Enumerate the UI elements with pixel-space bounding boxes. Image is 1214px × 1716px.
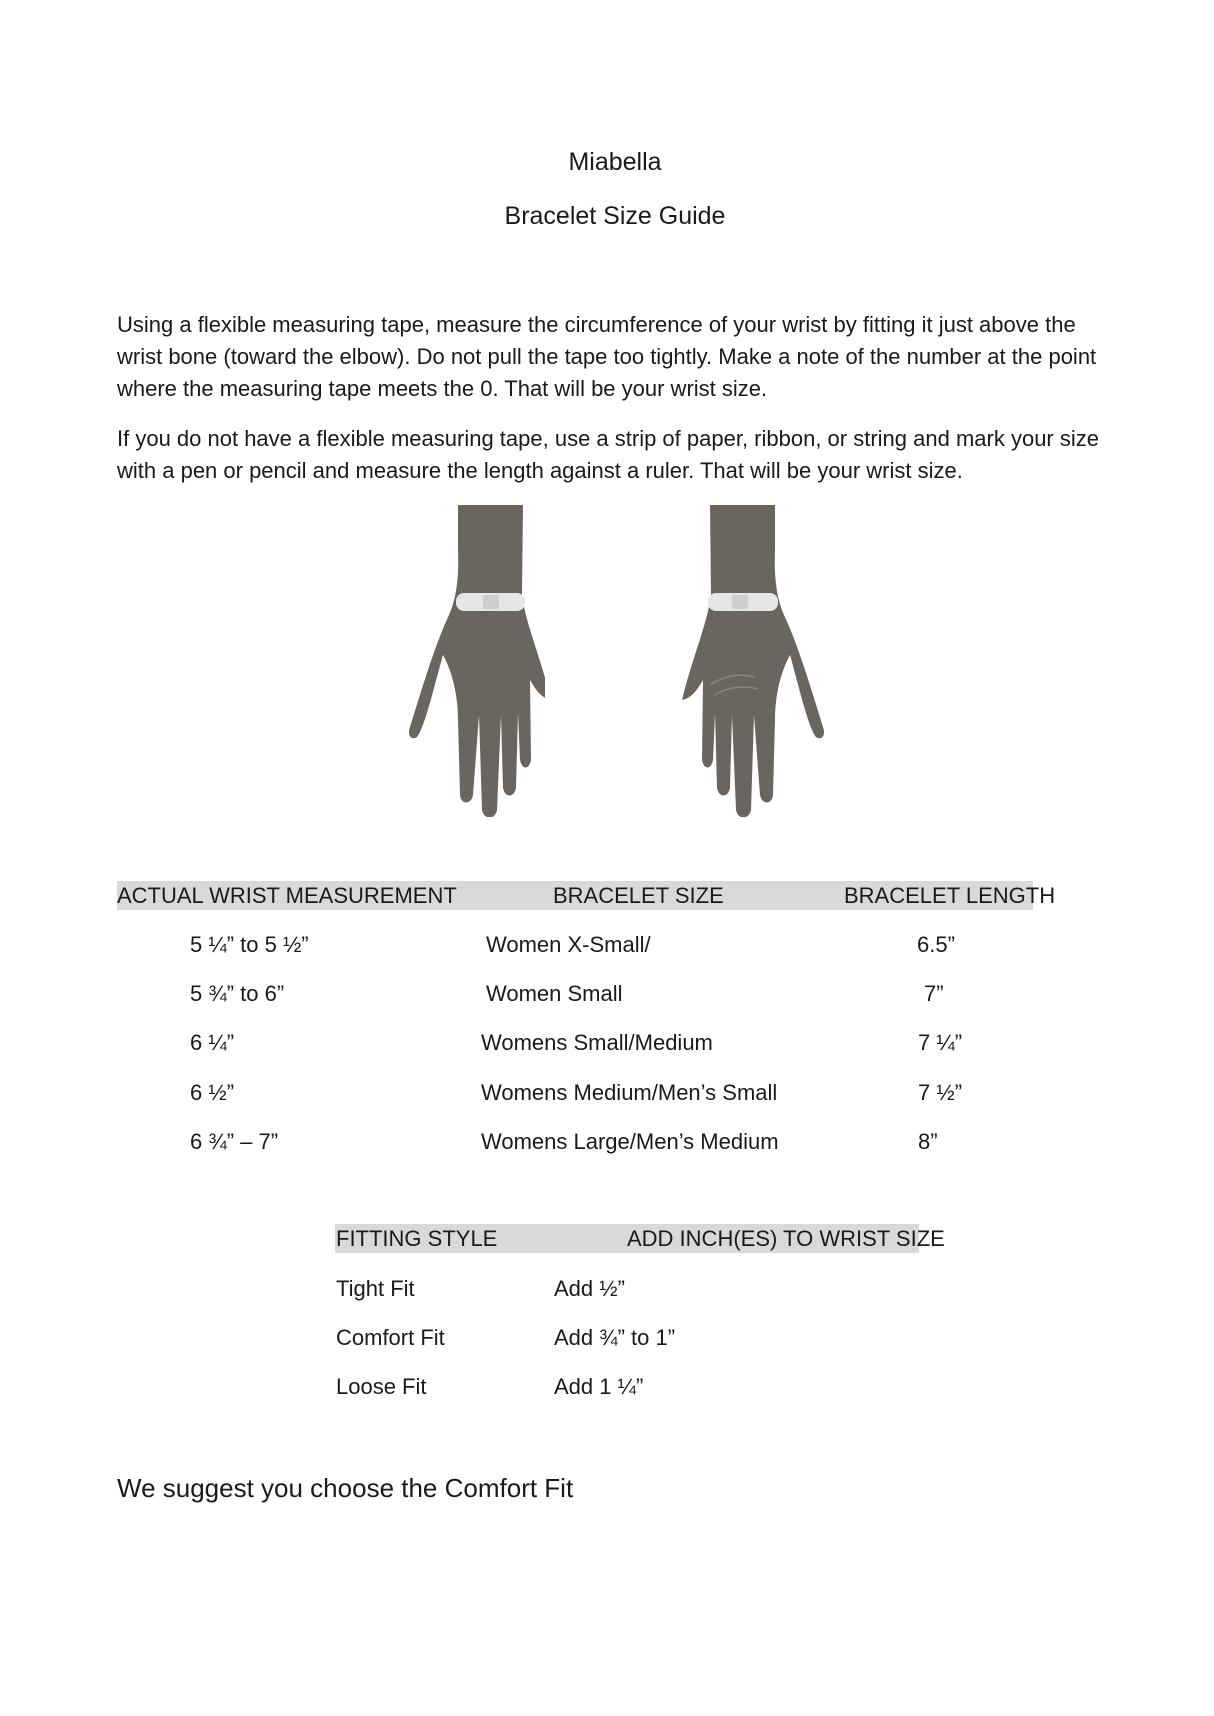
size-row-4-wrist: 6 ½”	[190, 1080, 235, 1105]
size-row-1-size: Women X-Small/	[486, 932, 651, 957]
size-row-3-wrist: 6 ¼”	[190, 1030, 235, 1055]
size-table-header-wrist: ACTUAL WRIST MEASUREMENT	[117, 883, 457, 908]
fit-row-2-add: Add ¾” to 1”	[554, 1325, 676, 1350]
size-row-4-size: Womens Medium/Men’s Small	[481, 1080, 778, 1105]
instruction-paragraph-1: Using a flexible measuring tape, measure the circumference of your wrist by fitting it just above the wrist bone (toward the elbow). Do not pull the tape too tightly. Make a note of the number at the point where the measuring tape meets the 0. That will be your wrist size.	[117, 312, 1097, 401]
size-row-5-length: 8”	[918, 1129, 938, 1154]
fit-row-3-style: Loose Fit	[336, 1374, 427, 1399]
size-row-2-length: 7”	[924, 981, 944, 1006]
page-title: Bracelet Size Guide	[504, 202, 726, 230]
size-row-1-length: 6.5”	[917, 932, 955, 957]
right-hand-illustration	[680, 505, 825, 817]
closing-recommendation: We suggest you choose the Comfort Fit	[117, 1473, 574, 1503]
left-hand-illustration	[405, 505, 545, 817]
size-row-5-wrist: 6 ¾” – 7”	[190, 1129, 279, 1154]
size-row-2-wrist: 5 ¾” to 6”	[190, 981, 285, 1006]
fit-table-header-add: ADD INCH(ES) TO WRIST SIZE	[627, 1226, 945, 1251]
size-row-5-size: Womens Large/Men’s Medium	[481, 1129, 779, 1154]
brand-name: Miabella	[568, 148, 662, 176]
size-row-1-wrist: 5 ¼” to 5 ½”	[190, 932, 309, 957]
fit-table-header-style: FITTING STYLE	[336, 1226, 498, 1251]
fit-row-1-add: Add ½”	[554, 1276, 625, 1301]
fit-row-3-add: Add 1 ¼”	[554, 1374, 644, 1399]
size-table-header-length: BRACELET LENGTH	[844, 883, 1056, 908]
fit-row-2-style: Comfort Fit	[336, 1325, 445, 1350]
bracelet-clasp	[732, 595, 748, 609]
size-row-3-length: 7 ¼”	[918, 1030, 963, 1055]
hand-shape	[409, 505, 545, 817]
fit-row-1-style: Tight Fit	[336, 1276, 415, 1301]
size-row-2-size: Women Small	[486, 981, 623, 1006]
hand-shape	[682, 505, 824, 817]
size-row-3-size: Womens Small/Medium	[481, 1030, 713, 1055]
instruction-paragraph-2: If you do not have a flexible measuring tape, use a strip of paper, ribbon, or string and mark your size with a pen or pencil and measure the length against a ruler. That will be your wrist size.	[117, 426, 1099, 483]
size-table-header-size: BRACELET SIZE	[553, 883, 724, 908]
size-row-4-length: 7 ½”	[918, 1080, 963, 1105]
bracelet-clasp	[483, 595, 499, 609]
